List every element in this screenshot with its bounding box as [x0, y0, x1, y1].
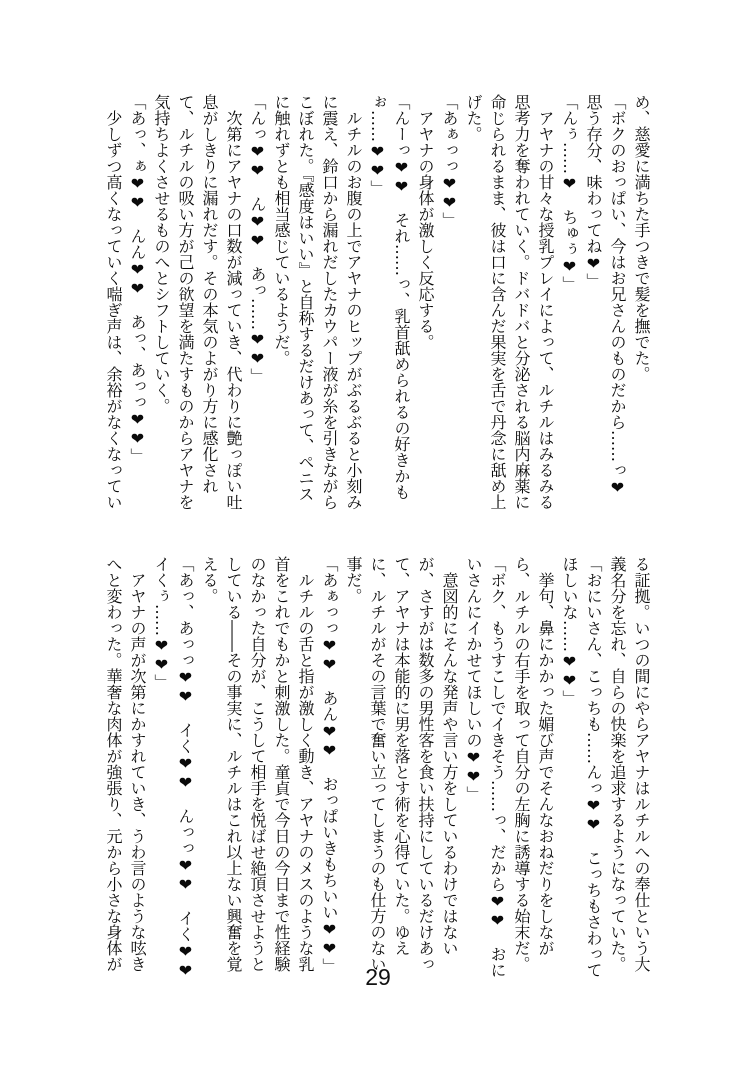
text-line: に、ルチルがその言葉で奮い立ってしまうのも仕方のない: [368, 556, 387, 972]
text-line: 命じられるまま、彼は口に含んだ果実を舌で丹念に舐め上: [488, 94, 507, 510]
text-line: 「あっ、ぁ❤❤ んん❤❤ あっ、あっっ❤❤」: [128, 94, 147, 464]
text-line: 事だ。: [344, 556, 363, 604]
text-line: る証拠。いつの間にやらアヤナはルチルへの奉仕という大: [632, 556, 651, 972]
text-line: に震え、鈴口から漏れだしたカウパー液が糸を引きながら: [320, 94, 339, 510]
text-line: て、アヤナは本能的に男を落とす術を心得ていた。ゆえ: [392, 556, 411, 956]
text-line: のなかった自分が、こうして相手を悦ばせ絶頂させようと: [248, 556, 267, 972]
text-line: アヤナの身体が激しく反応する。: [416, 110, 435, 350]
text-line: している――その事実に、ルチルはこれ以上ない興奮を覚: [224, 556, 243, 972]
text-line: 「あぁっっ❤❤」: [440, 94, 459, 228]
text-line: ルチルの舌と指が激しく動き、アヤナのメスのような乳: [296, 572, 315, 972]
text-line: アヤナの甘々な授乳プレイによって、ルチルはみるみる: [536, 110, 555, 510]
text-line: 思考力を奪われていく。ドバドバと分泌される脳内麻薬に: [512, 94, 531, 510]
text-line: 首をこれでもかと刺激した。童貞で今日の今日まで性経験: [272, 556, 291, 972]
text-line: め、慈愛に満ちた手つきで髪を撫でた。: [632, 94, 651, 382]
text-line: へと変わった。華奢な肉体が強張り、元から小さな身体が: [104, 556, 123, 972]
text-line: ほしいな……❤❤」: [560, 556, 579, 706]
text-line: 意図的にそんな発声や言い方をしているわけではない: [440, 572, 459, 956]
text-line: 少しずつ高くなっていく喘ぎ声は、余裕がなくなってい: [104, 110, 123, 510]
text-line: 「あぁっっ❤❤ あん❤❤ おっぱいきもちいい❤❤」: [320, 556, 339, 974]
text-line: える。: [200, 556, 219, 604]
text-line: ら、ルチルの右手を取って自分の左胸に誘導する始末だ。: [512, 556, 531, 972]
text-block-top: [101, 94, 653, 518]
page-number: 29: [365, 964, 391, 990]
text-line: 次第にアヤナの口数が減っていき、代わりに艶っぽい吐: [224, 110, 243, 510]
text-line: 「ボク、もうすこしでイきそう……っ、だから❤❤ おに: [488, 556, 507, 978]
text-block-bottom: [101, 556, 653, 980]
text-line: に触れずとも相当感じているようだ。: [272, 94, 291, 366]
text-line: アヤナの声が次第にかすれていき、うわ言のような呟き: [128, 572, 147, 972]
text-line: が、さすがは数多の男性客を食い扶持にしているだけあっ: [416, 556, 435, 972]
text-line: こぼれた。『感度はいい』と自称するだけあって、ペニス: [296, 94, 315, 502]
text-line: いさんにイかせてほしいの❤❤」: [464, 556, 483, 802]
text-line: ルチルのお腹の上でアヤナのヒップがぶるぶると小刻み: [344, 110, 363, 510]
text-line: 思う存分、味わってね❤」: [584, 94, 603, 289]
text-line: 「んぅ……❤ ちゅぅ❤」: [560, 94, 579, 292]
text-line: 「んーっ❤❤ それ……っ、乳首舐められるの好きかも: [392, 94, 411, 500]
text-line: ぉ……❤❤」: [368, 94, 387, 196]
text-line: イくぅ……❤❤」: [152, 556, 171, 690]
text-line: 「んっ❤❤ ん❤❤ あっ……❤❤」: [248, 94, 267, 384]
text-line: 「おにいさん、こっちも……んっ❤❤ こっちもさわって: [584, 556, 603, 978]
text-line: て、ルチルの吸い方が己の欲望を満たすものからアヤナを: [176, 94, 195, 510]
text-line: 息がしきりに漏れだす。その本気のよがり方に感化され: [200, 94, 219, 494]
text-line: 気持ちよくさせるものへとシフトしていく。: [152, 94, 171, 414]
text-line: 義名分を忘れ、自らの快楽を追求するようになっていた。: [608, 556, 627, 972]
text-line: 挙句、鼻にかかった媚び声でそんなおねだりをしなが: [536, 572, 555, 956]
text-line: 「あっ、あっっ❤❤ イく❤❤ んっっ❤❤ イく❤❤: [176, 556, 195, 980]
text-line: げた。: [464, 94, 483, 142]
text-line: 「ボクのおっぱい、今はお兄さんのものだから……っ❤: [608, 94, 627, 497]
